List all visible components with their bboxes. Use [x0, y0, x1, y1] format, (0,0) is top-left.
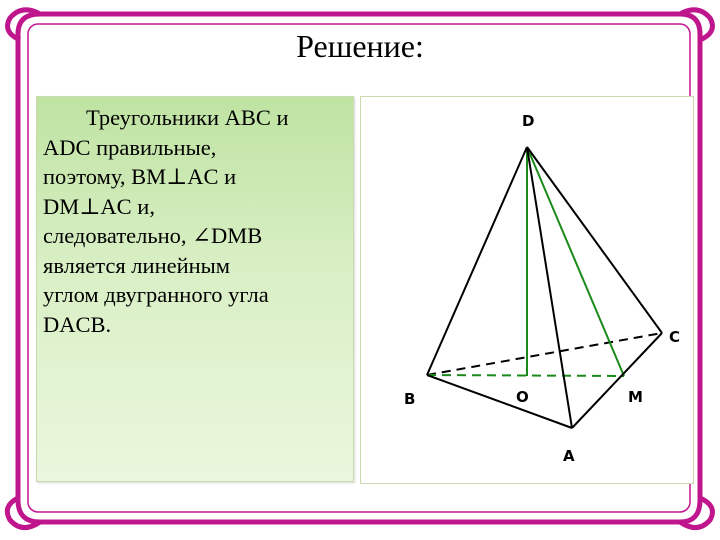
solution-line-2: ADC правильные,: [43, 134, 217, 160]
solution-line-8: DACB.: [43, 311, 112, 337]
edge-ac: [572, 333, 662, 428]
solution-line-5: следовательно, ∠DMB: [43, 223, 263, 248]
edge-db: [427, 147, 527, 375]
solution-line-4: DM⊥AC и,: [43, 193, 155, 219]
vertex-label-c: C: [669, 328, 681, 346]
edge-ba: [427, 375, 572, 428]
vertex-label-m: M: [628, 388, 643, 406]
solution-line-7: углом двугранного угла: [43, 282, 269, 307]
edge-bc-hidden: [427, 333, 662, 375]
edge-da: [527, 147, 572, 428]
vertex-label-d: D: [522, 112, 535, 130]
vertex-label-b: B: [404, 390, 416, 408]
solution-line-1: Треугольники ABC и: [86, 105, 289, 130]
vertex-label-a: A: [563, 447, 575, 465]
solution-line-3: поэтому, BM⊥AC и: [43, 164, 237, 189]
slide-title: Решение:: [296, 28, 424, 64]
vertex-label-o: O: [516, 388, 529, 406]
solution-line-6: является линейным: [43, 252, 231, 278]
segment-bm-dashed: [427, 375, 624, 376]
